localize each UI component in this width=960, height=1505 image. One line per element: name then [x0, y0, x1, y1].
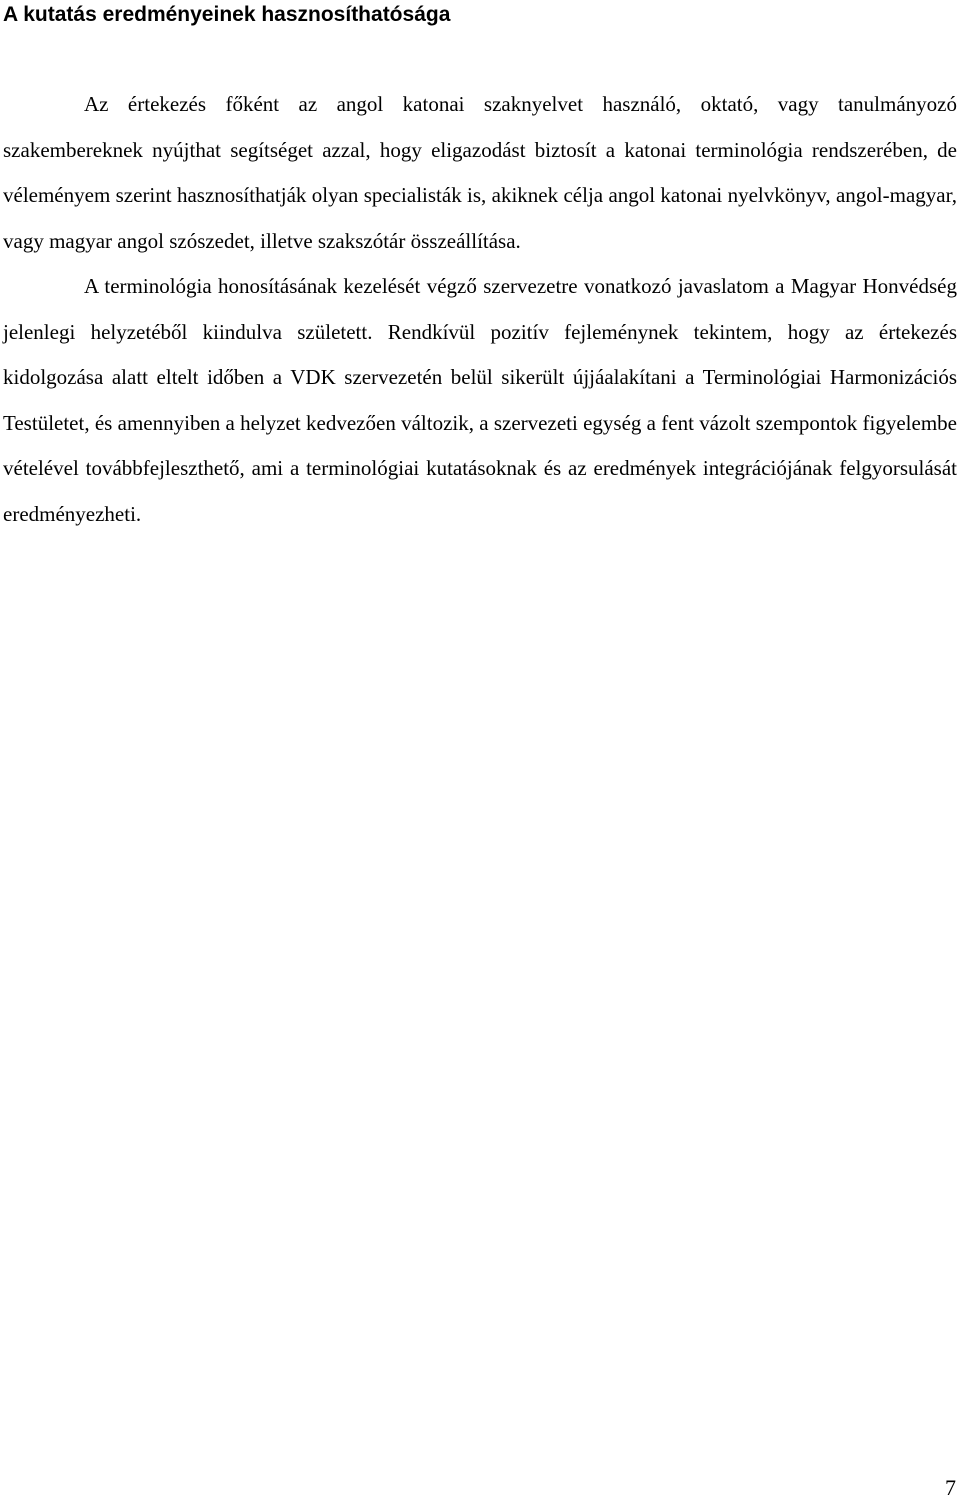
- paragraph: A terminológia honosításának kezelését végző szervezetre vonatkozó javaslatom a Magyar Honvédség jelenlegi helyzetéből kiindulva született. Rendkívül pozitív fejleménynek tekintem, hogy az értekezés kidolgozása alatt eltelt időben a VDK szervezetén belül sikerült újjáalakítani a Terminológiai Harmonizációs Testületet, és amennyiben a helyzet kedvezően változik, a szervezeti egység a fent vázolt szempontok figyelembe vételével továbbfejleszthető, ami a terminológiai kutatásoknak és az eredmények integrációjának felgyorsulását eredményezheti.: [3, 274, 957, 526]
- section-heading: A kutatás eredményeinek hasznosíthatósága: [3, 3, 451, 26]
- body-text: [3, 82, 957, 537]
- paragraph: Az értekezés főként az angol katonai szaknyelvet használó, oktató, vagy tanulmányozó szakembereknek nyújthat segítséget azzal, hogy eligazodást biztosít a katonai terminológia rendszerében, de véleményem szerint hasznosíthatják olyan specialisták is, akiknek célja angol katonai nyelvkönyv, angol-magyar, vagy magyar angol szószedet, illetve szakszótár összeállítása.: [3, 92, 957, 253]
- page-number: 7: [945, 1475, 956, 1500]
